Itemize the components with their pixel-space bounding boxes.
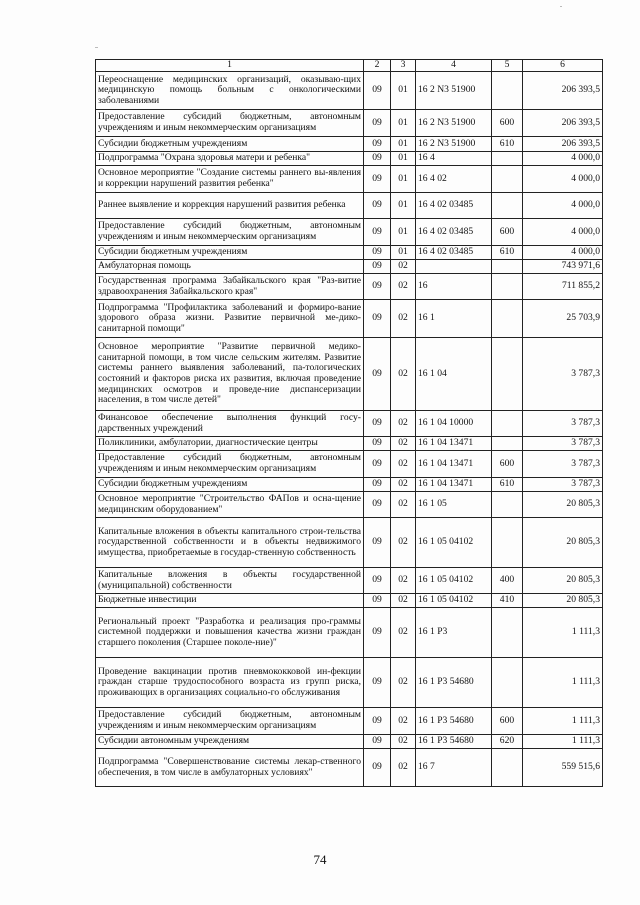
row-name: Основное мероприятие "Создание системы раннего вы-явления и коррекции нарушений развития ребенка" bbox=[96, 166, 364, 193]
row-name: Основное мероприятие "Развитие первичной медико-санитарной помощи, в том числе сельским жителям. Развитие системы раннего выявления заболеваний, па-тологических состояний и факторов риска их развития, включая проведение медицинских осмотров и проведе-ние диспансеризации населения, в том числе детей" bbox=[96, 338, 364, 411]
row-expense-type bbox=[492, 152, 523, 166]
row-target-article: 16 1 P3 54680 bbox=[416, 658, 492, 708]
row-target-article: 16 1 04 13471 bbox=[416, 451, 492, 478]
header-subsection: 3 bbox=[391, 60, 416, 72]
row-expense-type bbox=[492, 437, 523, 451]
row-subsection: 02 bbox=[391, 437, 416, 451]
row-expense-type: 600 bbox=[492, 219, 523, 246]
row-name: Субсидии бюджетным учреждениям bbox=[96, 478, 364, 492]
row-section: 09 bbox=[364, 658, 391, 708]
table-header-row bbox=[96, 60, 603, 72]
row-subsection: 02 bbox=[391, 300, 416, 338]
row-name: Капитальные вложения в объекты капитального строи-тельства государственной собственности и в объекты недвижимого имущества, приобретаемые в государ-ственную собственность bbox=[96, 518, 364, 568]
row-name: Подпрограмма "Профилактика заболеваний и формиро-вание здорового образа жизни. Развитие первичной ме-дико-санитарной помощи" bbox=[96, 300, 364, 338]
table-row bbox=[96, 193, 603, 219]
row-subsection: 01 bbox=[391, 72, 416, 110]
row-section: 09 bbox=[364, 411, 391, 437]
row-name: Капитальные вложения в объекты государственной (муниципальной) собственности bbox=[96, 568, 364, 594]
row-name: Региональный проект "Разработка и реализация про-граммы системной поддержки и повышения качества жизни граждан старшего поколения (Старшее поколе-ние)" bbox=[96, 608, 364, 658]
row-name: Предоставление субсидий бюджетным, автономным учреждениям и иным некоммерческим организациям bbox=[96, 451, 364, 478]
row-name: Субсидии автономным учреждениям bbox=[96, 735, 364, 749]
row-name: Субсидии бюджетным учреждениям bbox=[96, 137, 364, 152]
row-expense-type: 600 bbox=[492, 110, 523, 137]
row-expense-type bbox=[492, 72, 523, 110]
row-target-article: 16 1 04 13471 bbox=[416, 437, 492, 451]
table-row bbox=[96, 72, 603, 110]
row-expense-type: 610 bbox=[492, 246, 523, 260]
row-amount: 1 111,3 bbox=[523, 608, 603, 658]
row-name: Подпрограмма "Охрана здоровья матери и ребенка" bbox=[96, 152, 364, 166]
row-target-article: 16 1 bbox=[416, 300, 492, 338]
row-amount: 4 000,0 bbox=[523, 166, 603, 193]
row-expense-type: 610 bbox=[492, 478, 523, 492]
row-subsection: 02 bbox=[391, 594, 416, 608]
row-subsection: 02 bbox=[391, 338, 416, 411]
row-subsection: 02 bbox=[391, 518, 416, 568]
row-amount: 206 393,5 bbox=[523, 110, 603, 137]
table-row bbox=[96, 338, 603, 411]
page-number: 74 bbox=[313, 852, 327, 867]
header-expense-type: 5 bbox=[492, 60, 523, 72]
row-name: Основное мероприятие "Строительство ФАПов и осна-щение медицинским оборудованием" bbox=[96, 492, 364, 518]
row-section: 09 bbox=[364, 219, 391, 246]
row-target-article: 16 4 02 03485 bbox=[416, 193, 492, 219]
row-amount: 3 787,3 bbox=[523, 478, 603, 492]
table-row bbox=[96, 137, 603, 152]
row-expense-type bbox=[492, 492, 523, 518]
row-target-article: 16 2 N3 51900 bbox=[416, 72, 492, 110]
row-target-article: 16 4 02 03485 bbox=[416, 219, 492, 246]
row-amount: 3 787,3 bbox=[523, 411, 603, 437]
row-section: 09 bbox=[364, 568, 391, 594]
row-subsection: 02 bbox=[391, 492, 416, 518]
row-expense-type bbox=[492, 518, 523, 568]
scan-artifact-line bbox=[560, 6, 562, 7]
row-expense-type bbox=[492, 658, 523, 708]
row-subsection: 01 bbox=[391, 166, 416, 193]
row-expense-type: 400 bbox=[492, 568, 523, 594]
row-target-article: 16 1 04 13471 bbox=[416, 478, 492, 492]
row-target-article: 16 4 02 03485 bbox=[416, 246, 492, 260]
row-expense-type bbox=[492, 338, 523, 411]
row-subsection: 02 bbox=[391, 608, 416, 658]
row-subsection: 02 bbox=[391, 658, 416, 708]
row-target-article: 16 1 05 04102 bbox=[416, 518, 492, 568]
row-name: Финансовое обеспечение выполнения функций госу-дарственных учреждений bbox=[96, 411, 364, 437]
header-amount: 6 bbox=[523, 60, 603, 72]
row-amount: 4 000,0 bbox=[523, 246, 603, 260]
row-expense-type: 600 bbox=[492, 708, 523, 735]
table-row bbox=[96, 478, 603, 492]
row-expense-type bbox=[492, 411, 523, 437]
row-subsection: 01 bbox=[391, 152, 416, 166]
row-name: Подпрограмма "Совершенствование системы лекар-ственного обеспечения, в том числе в амбулаторных условиях" bbox=[96, 749, 364, 787]
row-expense-type bbox=[492, 166, 523, 193]
row-target-article: 16 4 02 bbox=[416, 166, 492, 193]
row-section: 09 bbox=[364, 518, 391, 568]
row-name: Государственная программа Забайкальского края "Раз-витие здравоохранения Забайкальского края" bbox=[96, 274, 364, 300]
row-section: 09 bbox=[364, 338, 391, 411]
row-subsection: 02 bbox=[391, 260, 416, 274]
row-section: 09 bbox=[364, 708, 391, 735]
row-target-article bbox=[416, 260, 492, 274]
table-row bbox=[96, 658, 603, 708]
row-name: Проведение вакцинации против пневмококковой ин-фекции граждан старше трудоспособного возраста из групп риска, проживающих в организациях социально-го обслуживания bbox=[96, 658, 364, 708]
row-target-article: 16 1 P3 54680 bbox=[416, 708, 492, 735]
row-section: 09 bbox=[364, 260, 391, 274]
table-row bbox=[96, 300, 603, 338]
row-amount: 559 515,6 bbox=[523, 749, 603, 787]
row-expense-type bbox=[492, 260, 523, 274]
row-expense-type bbox=[492, 193, 523, 219]
row-target-article: 16 7 bbox=[416, 749, 492, 787]
row-section: 09 bbox=[364, 478, 391, 492]
table-row bbox=[96, 219, 603, 246]
table-row bbox=[96, 749, 603, 787]
row-section: 09 bbox=[364, 451, 391, 478]
row-subsection: 02 bbox=[391, 749, 416, 787]
row-amount: 1 111,3 bbox=[523, 708, 603, 735]
row-section: 09 bbox=[364, 300, 391, 338]
row-subsection: 01 bbox=[391, 137, 416, 152]
table-row bbox=[96, 110, 603, 137]
table-row bbox=[96, 708, 603, 735]
table-row bbox=[96, 492, 603, 518]
row-target-article: 16 1 P3 54680 bbox=[416, 735, 492, 749]
row-expense-type bbox=[492, 274, 523, 300]
row-target-article: 16 1 04 bbox=[416, 338, 492, 411]
row-amount: 206 393,5 bbox=[523, 137, 603, 152]
row-expense-type: 610 bbox=[492, 137, 523, 152]
row-amount: 20 805,3 bbox=[523, 518, 603, 568]
table-body bbox=[96, 72, 603, 787]
table-row bbox=[96, 608, 603, 658]
row-section: 09 bbox=[364, 735, 391, 749]
row-expense-type: 600 bbox=[492, 451, 523, 478]
row-target-article: 16 1 04 10000 bbox=[416, 411, 492, 437]
row-target-article: 16 4 bbox=[416, 152, 492, 166]
table-row bbox=[96, 735, 603, 749]
row-section: 09 bbox=[364, 492, 391, 518]
row-amount: 20 805,3 bbox=[523, 568, 603, 594]
header-target-article: 4 bbox=[416, 60, 492, 72]
row-subsection: 01 bbox=[391, 219, 416, 246]
table-row bbox=[96, 594, 603, 608]
row-name: Предоставление субсидий бюджетным, автономным учреждениям и иным некоммерческим организациям bbox=[96, 219, 364, 246]
row-subsection: 02 bbox=[391, 735, 416, 749]
row-name: Раннее выявление и коррекция нарушений развития ребенка bbox=[96, 193, 364, 219]
row-expense-type bbox=[492, 749, 523, 787]
row-amount: 4 000,0 bbox=[523, 152, 603, 166]
row-target-article: 16 1 05 04102 bbox=[416, 594, 492, 608]
row-amount: 20 805,3 bbox=[523, 594, 603, 608]
table-row bbox=[96, 568, 603, 594]
budget-table bbox=[95, 59, 603, 787]
row-name: Поликлиники, амбулатории, диагностические центры bbox=[96, 437, 364, 451]
row-amount: 206 393,5 bbox=[523, 72, 603, 110]
row-name: Переоснащение медицинских организаций, оказываю-щих медицинскую помощь больным с онкологическими заболеваниями bbox=[96, 72, 364, 110]
row-section: 09 bbox=[364, 166, 391, 193]
row-target-article: 16 2 N3 51900 bbox=[416, 110, 492, 137]
row-section: 09 bbox=[364, 193, 391, 219]
row-expense-type: 620 bbox=[492, 735, 523, 749]
row-section: 09 bbox=[364, 110, 391, 137]
table-row bbox=[96, 437, 603, 451]
row-section: 09 bbox=[364, 608, 391, 658]
row-target-article: 16 2 N3 51900 bbox=[416, 137, 492, 152]
row-amount: 4 000,0 bbox=[523, 193, 603, 219]
row-name: Амбулаторная помощь bbox=[96, 260, 364, 274]
row-section: 09 bbox=[364, 246, 391, 260]
row-target-article: 16 bbox=[416, 274, 492, 300]
row-section: 09 bbox=[364, 437, 391, 451]
row-name: Бюджетные инвестиции bbox=[96, 594, 364, 608]
row-amount: 1 111,3 bbox=[523, 735, 603, 749]
row-subsection: 01 bbox=[391, 110, 416, 137]
header-section: 2 bbox=[364, 60, 391, 72]
table-row bbox=[96, 260, 603, 274]
row-amount: 743 971,6 bbox=[523, 260, 603, 274]
row-name: Предоставление субсидий бюджетным, автономным учреждениям и иным некоммерческим организациям bbox=[96, 708, 364, 735]
row-subsection: 02 bbox=[391, 478, 416, 492]
row-expense-type: 410 bbox=[492, 594, 523, 608]
row-name: Субсидии бюджетным учреждениям bbox=[96, 246, 364, 260]
row-amount: 25 703,9 bbox=[523, 300, 603, 338]
row-amount: 711 855,2 bbox=[523, 274, 603, 300]
row-amount: 1 111,3 bbox=[523, 658, 603, 708]
row-amount: 20 805,3 bbox=[523, 492, 603, 518]
row-subsection: 02 bbox=[391, 568, 416, 594]
row-amount: 3 787,3 bbox=[523, 451, 603, 478]
table-row bbox=[96, 274, 603, 300]
table-row bbox=[96, 246, 603, 260]
row-subsection: 02 bbox=[391, 411, 416, 437]
row-section: 09 bbox=[364, 72, 391, 110]
row-expense-type bbox=[492, 608, 523, 658]
row-section: 09 bbox=[364, 137, 391, 152]
row-section: 09 bbox=[364, 152, 391, 166]
row-subsection: 01 bbox=[391, 246, 416, 260]
row-target-article: 16 1 05 bbox=[416, 492, 492, 518]
table-row bbox=[96, 166, 603, 193]
row-subsection: 01 bbox=[391, 193, 416, 219]
scan-artifact-line bbox=[95, 47, 98, 48]
table-row bbox=[96, 518, 603, 568]
row-expense-type bbox=[492, 300, 523, 338]
row-target-article: 16 1 05 04102 bbox=[416, 568, 492, 594]
header-name: 1 bbox=[96, 60, 364, 72]
row-amount: 3 787,3 bbox=[523, 437, 603, 451]
row-amount: 4 000,0 bbox=[523, 219, 603, 246]
table-row bbox=[96, 411, 603, 437]
row-subsection: 02 bbox=[391, 708, 416, 735]
row-section: 09 bbox=[364, 749, 391, 787]
row-subsection: 02 bbox=[391, 451, 416, 478]
row-amount: 3 787,3 bbox=[523, 338, 603, 411]
row-section: 09 bbox=[364, 274, 391, 300]
table-row bbox=[96, 152, 603, 166]
row-name: Предоставление субсидий бюджетным, автономным учреждениям и иным некоммерческим организациям bbox=[96, 110, 364, 137]
table-row bbox=[96, 451, 603, 478]
row-section: 09 bbox=[364, 594, 391, 608]
row-target-article: 16 1 P3 bbox=[416, 608, 492, 658]
row-subsection: 02 bbox=[391, 274, 416, 300]
